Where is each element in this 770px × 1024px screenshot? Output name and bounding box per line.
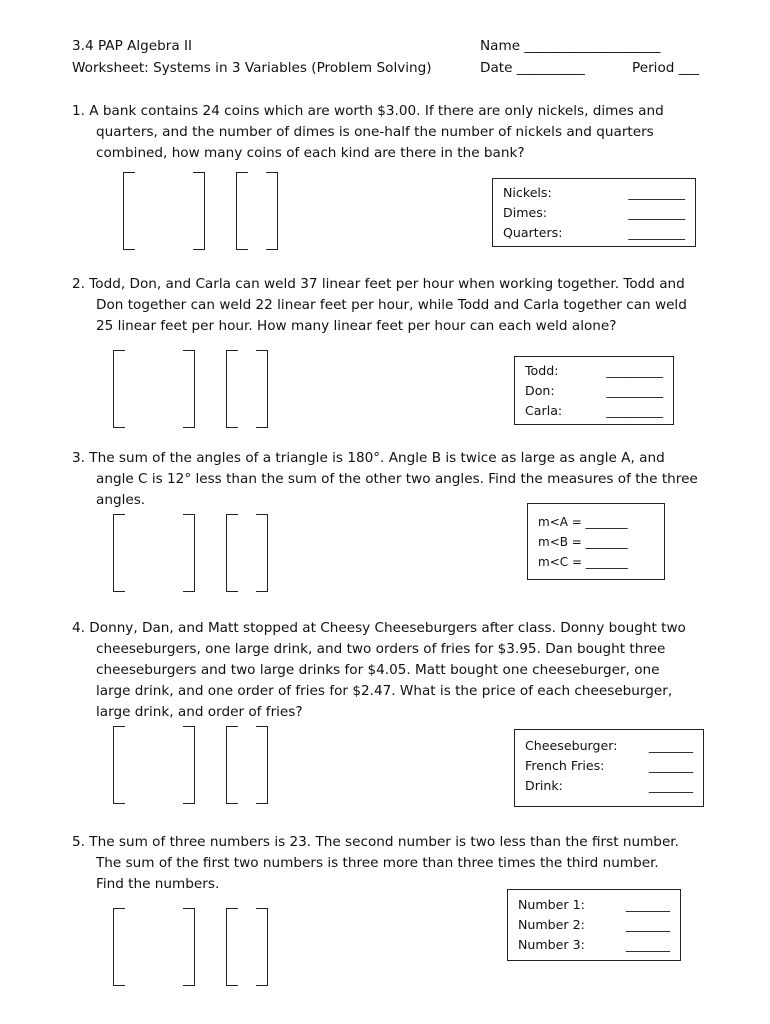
problem-2-text: [72, 274, 732, 337]
course-title: 3.4 PAP Algebra II: [72, 38, 193, 54]
matrix-left-bracket: [113, 514, 125, 592]
answer-label: Don:: [525, 383, 555, 398]
problem-1-line: combined, how many coins of each kind are there in the bank?: [96, 145, 525, 161]
problem-4-line: cheeseburgers and two large drinks for $4.05. Matt bought one cheeseburger, one: [96, 662, 660, 678]
answer-line: m<C = _______: [538, 555, 628, 569]
matrix-left-bracket: [123, 172, 135, 250]
matrix-left-bracket: [113, 908, 125, 986]
answer-box-4: [514, 729, 704, 807]
answer-blank: _________: [628, 225, 685, 240]
answer-line: m<A = _______: [538, 515, 628, 529]
matrix-right-bracket: [183, 350, 195, 428]
vector-right-bracket: [256, 908, 268, 986]
vector-right-bracket: [256, 726, 268, 804]
problem-4-line: large drink, and order of fries?: [96, 704, 303, 720]
answer-blank: _______: [625, 897, 670, 912]
answer-box-2: [514, 356, 674, 425]
problem-1-line: 1. A bank contains 24 coins which are worth $3.00. If there are only nickels, dimes and: [72, 103, 664, 119]
problem-5-line: Find the numbers.: [96, 876, 220, 892]
answer-label: French Fries:: [525, 758, 605, 773]
date-field: Date __________: [480, 60, 585, 76]
matrix-right-bracket: [193, 172, 205, 250]
answer-blank: _______: [648, 738, 693, 753]
matrix-left-bracket: [113, 726, 125, 804]
answer-line: m<B = _______: [538, 535, 628, 549]
problem-5-line: 5. The sum of three numbers is 23. The second number is two less than the first number.: [72, 834, 679, 850]
answer-label: Quarters:: [503, 225, 563, 240]
vector-left-bracket: [226, 514, 238, 592]
problem-4-text: [72, 618, 732, 723]
answer-blank: _________: [628, 185, 685, 200]
problem-2-line: Don together can weld 22 linear feet per hour, while Todd and Carla together can weld: [96, 297, 687, 313]
period-field: Period ___: [632, 60, 700, 76]
answer-label: Dimes:: [503, 205, 548, 220]
problem-4-line: large drink, and one order of fries for $2.47. What is the price of each cheeseburger,: [96, 683, 673, 699]
answer-blank: _________: [606, 383, 663, 398]
answer-blank: _______: [648, 778, 693, 793]
problem-5-text: [72, 832, 732, 895]
answer-label: Carla:: [525, 403, 563, 418]
problem-4-line: 4. Donny, Dan, and Matt stopped at Cheesy Cheeseburgers after class. Donny bought two: [72, 620, 686, 636]
problem-3-line: 3. The sum of the angles of a triangle is 180°. Angle B is twice as large as angle A, and: [72, 450, 665, 466]
problem-3-text: [72, 448, 732, 511]
problem-4-line: cheeseburgers, one large drink, and two orders of fries for $3.95. Dan bought three: [96, 641, 666, 657]
problem-1-text: [72, 101, 732, 164]
answer-label: Number 3:: [518, 937, 585, 952]
vector-left-bracket: [226, 726, 238, 804]
answer-blank: _________: [628, 205, 685, 220]
problem-2-line: 25 linear feet per hour. How many linear feet per hour can each weld alone?: [96, 318, 617, 334]
answer-label: Cheeseburger:: [525, 738, 618, 753]
vector-left-bracket: [226, 908, 238, 986]
answer-blank: _______: [625, 917, 670, 932]
answer-label: Number 1:: [518, 897, 585, 912]
vector-left-bracket: [236, 172, 248, 250]
answer-blank: _______: [648, 758, 693, 773]
matrix-right-bracket: [183, 908, 195, 986]
answer-blank: _________: [606, 363, 663, 378]
answer-label: Nickels:: [503, 185, 552, 200]
matrix-right-bracket: [183, 726, 195, 804]
matrix-right-bracket: [183, 514, 195, 592]
vector-right-bracket: [256, 514, 268, 592]
answer-blank: _______: [625, 937, 670, 952]
problem-1-line: quarters, and the number of dimes is one-half the number of nickels and quarters: [96, 124, 654, 140]
vector-left-bracket: [226, 350, 238, 428]
vector-right-bracket: [256, 350, 268, 428]
problem-3-line: angles.: [96, 492, 146, 508]
matrix-left-bracket: [113, 350, 125, 428]
answer-label: Todd:: [525, 363, 559, 378]
answer-label: Drink:: [525, 778, 563, 793]
problem-5-line: The sum of the first two numbers is three more than three times the third number.: [96, 855, 659, 871]
answer-box-3: [527, 503, 665, 580]
name-field: Name ____________________: [480, 38, 661, 54]
answer-box-1: [492, 178, 696, 247]
problem-3-line: angle C is 12° less than the sum of the other two angles. Find the measures of the three: [96, 471, 698, 487]
worksheet-title: Worksheet: Systems in 3 Variables (Problem Solving): [72, 60, 432, 76]
vector-right-bracket: [266, 172, 278, 250]
answer-box-5: [507, 889, 681, 961]
problem-2-line: 2. Todd, Don, and Carla can weld 37 linear feet per hour when working together. Todd and: [72, 276, 685, 292]
answer-label: Number 2:: [518, 917, 585, 932]
answer-blank: _________: [606, 403, 663, 418]
